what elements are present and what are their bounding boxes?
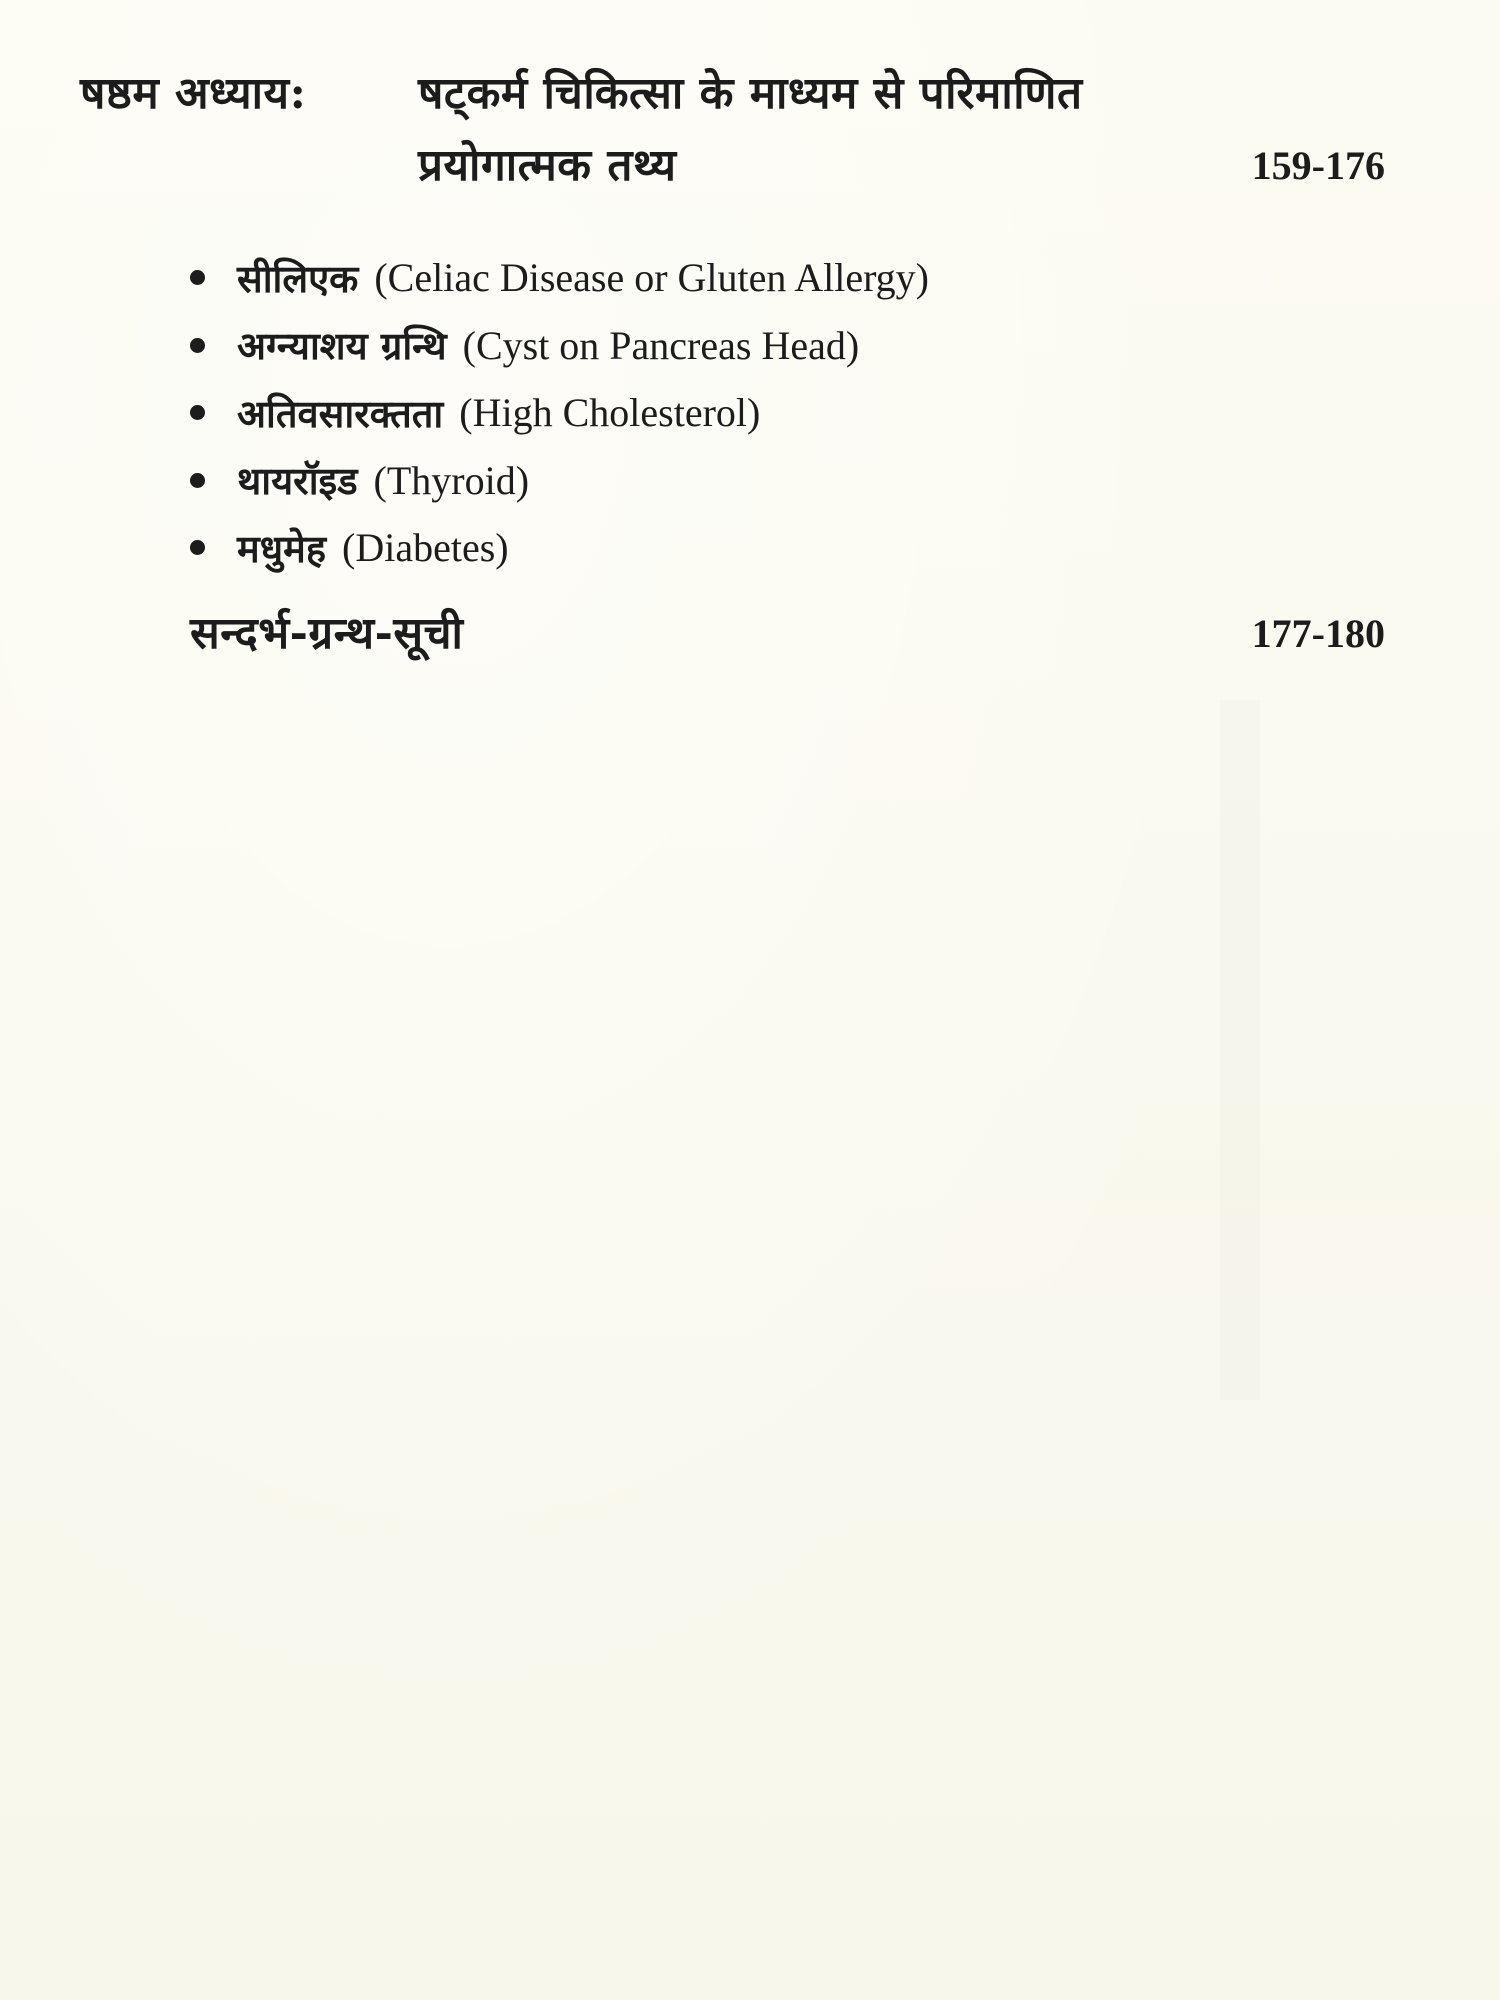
chapter-page-range: 159-176: [1251, 143, 1385, 188]
bullet-icon: [190, 338, 205, 353]
topic-hindi: सीलिएक: [237, 255, 359, 301]
topic-hindi: अतिवसारक्तता: [237, 390, 444, 436]
topic-hindi: मधुमेह: [237, 525, 326, 571]
bleed-through-texture: [1220, 700, 1260, 1400]
bullet-icon: [190, 540, 205, 555]
topic-item: [190, 312, 929, 380]
bullet-icon: [190, 473, 205, 488]
topic-english: (Cyst on Pancreas Head): [462, 322, 860, 368]
topic-item: [190, 447, 929, 515]
chapter-label: षष्ठम अध्याय:: [80, 68, 307, 119]
bullet-icon: [190, 270, 205, 285]
bibliography-page-range: 177-180: [1251, 611, 1385, 656]
chapter-title-line2: प्रयोगात्मक तथ्य: [418, 140, 677, 191]
topic-hindi: थायरॉइड: [237, 458, 358, 504]
topic-item: [190, 379, 929, 447]
topic-hindi: अग्न्याशय ग्रन्थि: [237, 323, 447, 369]
bibliography-heading: सन्दर्भ-ग्रन्थ-सूची: [190, 608, 464, 659]
topic-item: [190, 244, 929, 312]
topic-english: (Thyroid): [373, 457, 530, 503]
topic-english: (Diabetes): [342, 525, 509, 571]
topic-english: (High Cholesterol): [459, 390, 761, 436]
topic-item: [190, 514, 929, 582]
topic-list: [190, 244, 929, 582]
chapter-title-line1: षट्कर्म चिकित्सा के माध्यम से परिमाणित: [418, 68, 1083, 119]
bullet-icon: [190, 405, 205, 420]
topic-english: (Celiac Disease or Gluten Allergy): [374, 255, 929, 301]
